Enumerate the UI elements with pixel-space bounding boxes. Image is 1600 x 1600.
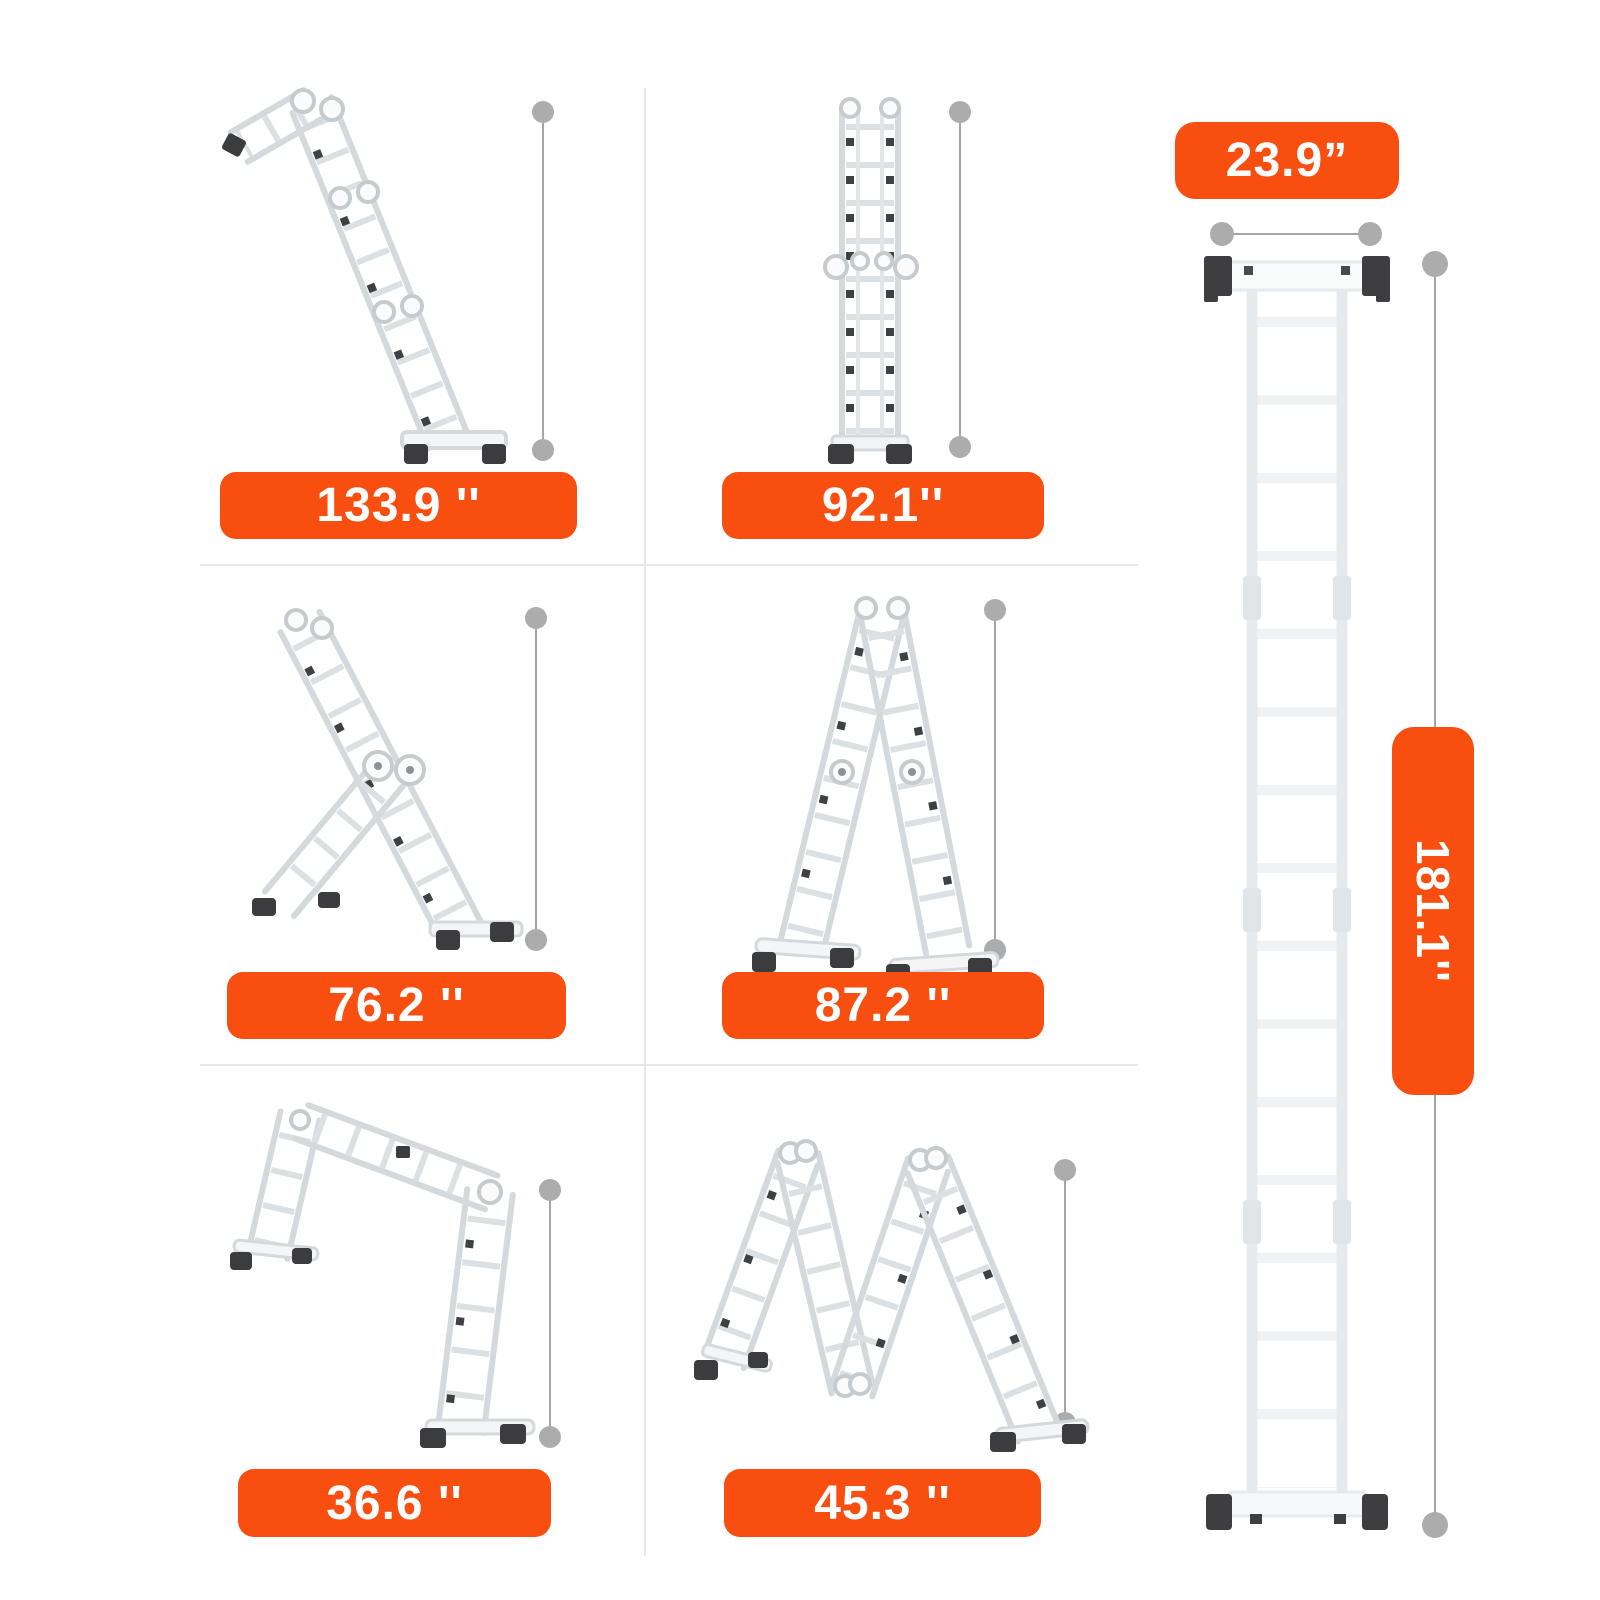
lock-clip bbox=[396, 1146, 410, 1158]
ladder-config-5-drawing bbox=[230, 1105, 534, 1448]
measurement-value: 181.1'' bbox=[1407, 839, 1459, 983]
measure-lines bbox=[525, 101, 1448, 1538]
measurement-value: 23.9” bbox=[1225, 134, 1349, 187]
ladder-feet bbox=[828, 436, 912, 464]
section-joints bbox=[1243, 576, 1351, 1244]
grid-dividers bbox=[200, 88, 1138, 1556]
measurement-value: 45.3 '' bbox=[814, 1476, 951, 1530]
measure-line-width bbox=[1210, 222, 1382, 246]
ladder-config-4-drawing bbox=[752, 598, 998, 984]
ladder-config-6-drawing bbox=[694, 1141, 1088, 1452]
measurement-badge-config-6 bbox=[724, 1469, 1041, 1537]
ladder-feet bbox=[252, 892, 522, 950]
ladder-config-2-drawing bbox=[825, 99, 917, 464]
measurement-value: 76.2 '' bbox=[328, 979, 465, 1032]
ladder-config-1-drawing bbox=[221, 90, 506, 464]
measure-line-config-4 bbox=[984, 599, 1006, 961]
measurement-value: 92.1'' bbox=[821, 479, 945, 532]
measurement-value: 87.2 '' bbox=[814, 979, 952, 1032]
measurement-badge-config-4 bbox=[722, 972, 1044, 1039]
measure-line-config-3 bbox=[525, 607, 547, 951]
ladder-full-extension-drawing bbox=[1204, 256, 1390, 1530]
measurement-value: 36.6 '' bbox=[326, 1476, 463, 1530]
measurement-badge-width bbox=[1175, 122, 1399, 199]
hinge-icons bbox=[286, 610, 424, 784]
measure-line-config-2 bbox=[949, 101, 971, 458]
measurement-badge-config-1 bbox=[220, 472, 577, 539]
measurement-badge-config-2 bbox=[722, 472, 1044, 539]
ladder-config-3-drawing bbox=[252, 610, 522, 950]
measure-line-config-1 bbox=[532, 101, 554, 461]
measure-line-config-6 bbox=[1054, 1159, 1076, 1434]
measurement-value: 133.9 '' bbox=[316, 479, 481, 532]
measurement-badge-height bbox=[1392, 727, 1474, 1095]
measurement-badge-config-5 bbox=[238, 1469, 551, 1537]
measure-line-config-5 bbox=[539, 1179, 561, 1448]
bottom-rail-bar bbox=[1228, 1492, 1366, 1516]
measurement-badge-config-3 bbox=[227, 972, 566, 1039]
